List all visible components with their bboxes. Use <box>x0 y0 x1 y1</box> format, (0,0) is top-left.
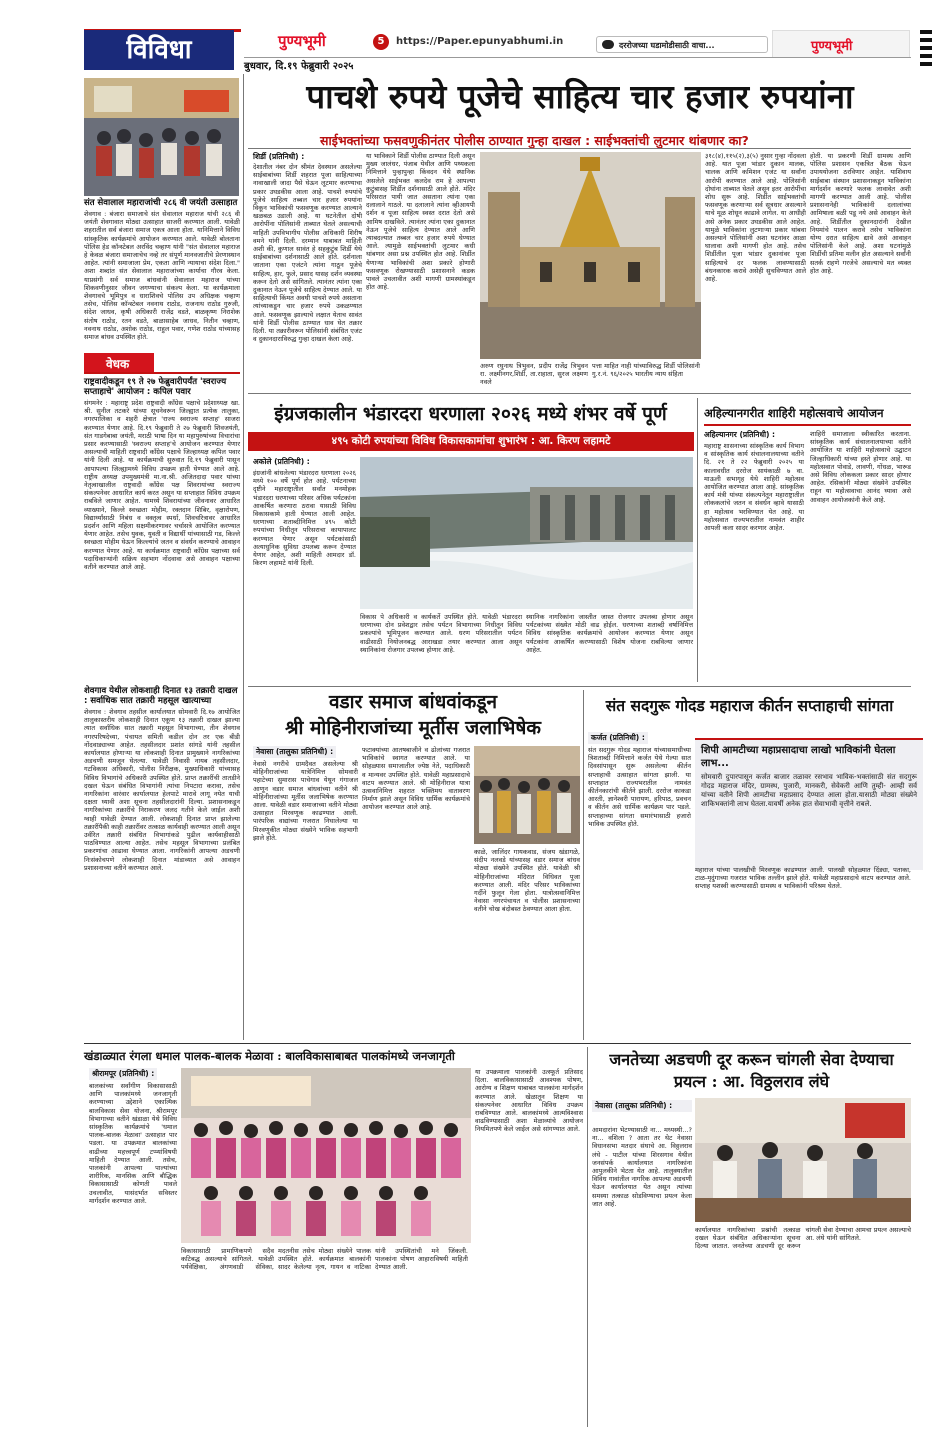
site-url: https://Paper.epunyabhumi.in <box>396 36 564 47</box>
dam-photo <box>360 457 693 609</box>
ticker-text: दररोजच्या घडामोडीसाठी वाचा... <box>619 41 715 50</box>
shirdi-col5: ३१८(४),११५(२),३(५) नुसार गुन्हा नोंदवला आहे. यात पूजा भांडार दुकान मालक, चालक आणि कमिशन एजंट या सर्वांना आरोपी करण्यात आले आहे. पोलिसांनी दोघांना ताब्यात घेतले असून इतर आरोपींचा शोध सुरू आहे. शिर्डीत साईभक्तांची फसवणूक करणाऱ्या सर्व सूत्रधार असल्याने याचे मूळ शोधून काढावे लागेल. या आधीही असे अनेक प्रकार उघडकीस आले आहेत. यामुळे भाविकांना लुटणाऱ्या प्रकार थांबवा असल्याने पोलिसांनी अशा घटनांवर आळा घालावा अशी मागणी होत आहे. तसेच शिर्डीतील पूजा भांडार दुकानांवर पूजा साहित्याचे दर फलक लावण्यासाठी बंधनकारक करावे असेही सुचविण्यात आले आहे. <box>705 152 806 284</box>
dam-right-rule <box>697 398 698 682</box>
langhe-col2: कार्यालयात नागरिकांच्या प्रश्नांची तत्काळ दखल घेऊन संबंधित अधिकाऱ्यांना सूचना दिल्या जातात. जनतेच्या अडचणी दूर करून चांगली सेवा देण्याचा आमचा प्रयत्न असल्याचे आ. लंघे यांनी सांगितले. <box>695 1226 911 1251</box>
kirtan-dateline: कर्जत (प्रतिनिधी) : <box>588 732 648 744</box>
shirdi-col6: होती. या प्रकरणी शिर्डी ग्रामस्थ आणि पोलिस प्रशासन एकत्रित बैठक घेऊन उपाययोजना ठरविणार आहेत. याशिवाय साईबाबा संस्थान प्रशासनाकडून भाविकांना मार्गदर्शन करणारे फलक लावावेत अशी मागणी करण्यात आली आहे. पोलीस प्रशासनानेही भाविकांनी दलालांच्या आमिषाला बळी पडू नये असे आवाहन केले आहे. शिर्डीतील दुकानदारांनी देखील नियमांचे पालन करावे तसेच भाविकांना योग्य दरात साहित्य द्यावे असे आवाहन पोलिसांनी केले आहे. अशा घटनांमुळे शिर्डीची प्रतिमा मलीन होत असल्याने सर्वांनी सतर्क राहणे गरजेचे असल्याचे मत व्यक्त होत आहे. <box>810 152 911 275</box>
ncp-body: संगमनेर : महाराष्ट्र प्रदेश राष्ट्रवादी काँग्रेस पक्षाचे प्रदेशाध्यक्ष खा. श्री. सुनील तटकरे यांच्या सूचनेवरून जिल्ह्यात प्रत्येक तालुका, नगरपालिका व शहरी क्षेत्रात 'राज्य स्वराज्य सप्ताह' साजरा करण्यात येणार आहे. दि.१९ फेब्रुवारी ते २७ फेब्रुवारी शिवजयंती, संत गाडगेबाबा जयंती, मराठी भाषा दिन या महापुरुषांच्या विचारांचा प्रसार करण्यासाठी 'स्वराज्य सप्ताह'चे आयोजन करण्यात येणार असल्याची माहिती राष्ट्रवादी काँग्रेस पक्षाचे जिल्हाध्यक्ष कपिल पवार यांनी दिली आहे. या कार्यक्रमाची सुरुवात दि.१९ फेब्रुवारी पासून आपापल्या जिल्ह्यामध्ये विविध उपक्रम हाती घेण्यात आले आहे. राष्ट्रीय अध्यक्ष उपमुख्यमंत्री मा.ना.श्री. अजितदादा पवार यांच्या नेतृत्वाखालील राष्ट्रवादी काँग्रेस पक्ष शिवरायांच्या स्वराज्य संकल्पनेवर आधारित कार्य करत असून या सप्ताहात विविध उपक्रम राबविले जाणार आहेत. यामध्ये शिवरायांच्या जीवनावर आधारित व्याख्याने, किल्ले स्वच्छता मोहीम, रक्तदान शिबिर, वृक्षारोपण, विद्यार्थ्यांसाठी निबंध व वक्तृत्व स्पर्धा, शिवचरित्रावर आधारित प्रदर्शन आणि महिला सक्षमीकरणावर चर्चासत्रे आयोजित करण्यात येणार आहेत. तसेच युवक, युवती व विद्यार्थी यांच्यासाठी गड, किल्ले स्वच्छता मोहीम घेऊन किल्ल्यांचे जतन व संवर्धन करण्याचे आवाहन करण्यात येणार आहे. या कार्यक्रमात राष्ट्रवादी काँग्रेस पक्षाच्या सर्व पदाधिकाऱ्यांनी सक्रिय सहभाग नोंदवावा असे आवाहन पक्षाच्या वतीने करण्यात आले आहे. <box>84 399 240 572</box>
brand-logo-right: पुण्यभूमी <box>772 30 910 58</box>
kirtan-col1: संत सदगुरू गोदड महाराज यांच्यासमाधीच्या त्रिशताब्दी निमित्ताने कर्जत येथे गेल्या सात दिवसांपासून सुरू असलेल्या कीर्तन सप्ताहाची उत्साहात सांगता झाली. या सप्ताहात राज्यभरातील नामवंत कीर्तनकारांची कीर्तने झाली. दररोज काकडा आरती, ज्ञानेश्वरी पारायण, हरिपाठ, प्रवचन व कीर्तन असे धार्मिक कार्यक्रम पार पडले. सप्ताहाच्या सांगता समारंभासाठी हजारो भाविक उपस्थित होते. <box>588 746 691 828</box>
shirdi-dateline: शिर्डी (प्रतिनिधी) : <box>253 152 305 161</box>
masthead <box>0 0 945 72</box>
sevalal-body: शेवगाव : बंजारा समाजाचे संत सेवालाल महाराज यांची २८६ वी जयंती शेवगावात मोठ्या उत्साहात साजरी करण्यात आली. यावेळी शहरातील सर्व बंजारा समाज एकत्र आला होता. यानिमित्ताने विविध सांस्कृतिक कार्यक्रमांचे आयोजन करण्यात आले. यावेळी बोलताना पोलिस हेड कॉन्स्टेबल अरविंद चव्हाण यांनी "संत सेवालाल महाराज हे केवळ बंजारा समाजाचेच नव्हे तर संपूर्ण मानवजातीचे प्रेरणास्थान आहेत. त्यांनी समाजाला प्रेम, एकता आणि न्यायाचा संदेश दिला." अशा शब्दांत संत सेवालाल महाराजांच्या कार्याचा गौरव केला. याप्रसंगी सर्व समाज बांधवांनी सेवालाल महाराज यांच्या शिकवणीनुसार जीवन जगण्याचा संकल्प केला. या कार्यक्रमाला शेवगावचे भूमिपुत्र व धाराशिवचे पोलिस उप अधिक्षक चव्हाण तसेच, पोलिस कॉन्स्टेबल नवनाथ राठोड, राजनाथ राठोड गुरुजी, संदेश जाधव, कृषी अधिकारी राजेंद्र वडते, बाळकृष्ण निराशेक संतोष राठोड, रतन वडते, बाळासाहेब जाधव, नितीन चव्हाण, नवनाथ राठोड, अशोक राठोड, राहुल पवार, गणेश राठोड यांच्यासह समाज बांधव उपस्थित होते. <box>84 210 240 342</box>
shirdi-bottom-rule <box>248 393 911 394</box>
festival-headline: अहिल्यानगरीत शाहिरी महोत्सवाचे आयोजन <box>704 406 884 420</box>
shirdi-col4: पत्ता माहित नाही यांच्याविरुद्ध शिर्डी पोलिसांनी गु.र.नं. ९६/२०२५ भारतीय न्याय संहिता <box>592 362 700 379</box>
shirdi-top-rule <box>248 148 911 149</box>
kids-col3: या उपक्रमाला पालकांनी उत्स्फूर्त प्रतिसाद दिला. बालविकासासाठी आवश्यक पोषण, आरोग्य व शिक्षण याबाबत पालकांना मार्गदर्शन करण्यात आले. खेळातून शिक्षण या संकल्पनेवर आधारित विविध उपक्रम राबविण्यात आले. बालकांमध्ये आत्मविश्वास वाढविण्यासाठी अशा मेळाव्यांचे आयोजन नियमितपणे केले जाईल असे सांगण्यात आले. <box>475 1068 583 1134</box>
shirdi-col3: अरुण रघुनाथ त्रिभुवन, प्रदीप राजेंद्र त्रिभुवन रा. लक्ष्मीनगर,शिर्डी, ता.राहाता, सुरज लक्ष्मण नवले <box>480 362 588 387</box>
festival-rule <box>704 424 911 426</box>
vadar-dateline: नेवासा (तालुका प्रतिनिधी) : <box>253 746 336 758</box>
kirtan-box-title: शिपी आमटीच्या महाप्रसादाचा लाखो भाविकांनी घेतला लाभ... <box>701 745 896 769</box>
festival-col1: महाराष्ट्र शासनाच्या सांस्कृतिक कार्य विभाग व सांस्कृतिक कार्य संचालनालयाच्या वतीने दि. २१ ते २२ फेब्रुवारी २०२५ या कालावधीत दररोज सायंकाळी ७ वा. माऊली सभागृह येथे शाहिरी महोत्सव आयोजित करण्यात आला आहे. सांस्कृतिक कार्य मंत्री यांच्या संकल्पनेतून महाराष्ट्रातील लोककलांचे जतन व संवर्धन व्हावे यासाठी हा महोत्सव भरविण्यात येत आहे. या महोत्सवात राज्यभरातील नामवंत शाहीर आपली कला सादर करणार आहेत. <box>704 442 804 533</box>
kirtan-highlight-box <box>695 738 923 870</box>
masthead-rule <box>244 57 911 58</box>
dam-subhead-bar <box>248 432 694 451</box>
kids-headline: खंडाळ्यात रंगला धमाल पालक-बालक मेळावा : बालविकासाबाबत पालकांमध्ये जनजागृती <box>84 1049 455 1063</box>
dam-headline: इंग्रजकालीन भंडारदरा धरणाला २०२६ मध्ये शंभर वर्षे पूर्ण <box>274 403 667 425</box>
section-title: विविधा <box>84 30 234 70</box>
left-col-rule <box>243 74 244 1040</box>
lokshahi-title: शेवगाव येथील लोकशाही दिनात १३ तक्रारी दाखल : सर्वाधिक सात तक्रारी महसूल खात्याच्या <box>84 686 238 706</box>
ticker-icon <box>602 40 614 49</box>
office-meeting-image <box>695 1098 911 1222</box>
lower-rule <box>84 1043 911 1044</box>
dam-subhead: ४९५ कोटी रुपयांच्या विविध विकासकामांचा शुभारंभ : आ. किरण लहामटे <box>331 435 611 447</box>
kids-photo <box>181 1068 471 1243</box>
kids-col1: बालकांच्या सर्वांगीण विकासासाठी आणि पालकांमध्ये जनजागृती करण्याच्या उद्देशाने एकात्मिक बालविकास सेवा योजना, श्रीरामपूर विभागाच्या वतीने खंडाळा येथे विविध सांस्कृतिक कार्यक्रमांचे 'धमाल पालक-बालक मेळावा' उत्साहात पार पडला. या उपक्रमात बालकांच्या वाढीच्या महत्त्वपूर्ण टप्प्यांविषयी माहिती देण्यात आली. तसेच, पालकांनी आपल्या पाल्यांच्या शारीरिक, मानसिक आणि बौद्धिक विकासासाठी कोणती पावले उचलावीत, यासंदर्भात सविस्तर मार्गदर्शन करण्यात आले. <box>89 1082 177 1205</box>
shirdi-col1: देशातील नंबर दोन श्रीमंत देवस्थान असलेल्या साईबाबांच्या शिर्डी शहरात पूजा साहित्याच्या नावाखाली जादा पैसे घेऊन लूटमार करण्याचा प्रकार उघडकीस आला आहे. पाचशे रुपयांचे पूजेचे साहित्य तब्बल चार हजार रुपयांना विकून भाविकांची फसवणूक करण्यात आल्याने खळबळ उडाली आहे. या घटनेतील दोषी आरोपींना पोलिसांनी ताब्यात घेतले असल्याची माहिती उपविभागीय पोलीस अधिकारी शिरीष वमने यांनी दिली. दरम्यान याबाबत माहिती अशी की, कुणाल सावंत हे सहकुटुंब शिर्डी येथे साईबाबांच्या दर्शनासाठी आले होते. दर्शनाला जाताना एका एजंटने त्यांना गाठून पूजेचे साहित्य, हार, फुले, प्रसाद यासह दर्शन व्यवस्था करून देतो असे सांगितले. त्यानंतर त्यांना एका दुकानात नेऊन पूजेचे साहित्य देण्यात आले. या साहित्याची किंमत अवघी पाचशे रुपये असताना त्यांच्याकडून चार हजार रुपये उकळण्यात आले. फसवणूक झाल्याचे लक्षात येताच सावंत यांनी शिर्डी पोलीस ठाण्यात धाव घेत तक्रार दिली. या तक्रारीवरून पोलिसांनी संबंधित एजंट व दुकानदाराविरुद्ध गुन्हा दाखल केला आहे. <box>253 163 362 344</box>
ticker-box <box>596 36 768 53</box>
langhe-photo <box>695 1098 911 1222</box>
sai-temple-photo <box>480 152 701 359</box>
sevalal-title: संत सेवालाल महाराजांची २८६ वी जयंती उत्साहात <box>84 198 238 208</box>
festival-col2: शाहिरी समाजाला स्वीकारित करताना. सांस्कृतिक कार्य संचालनालयाच्या वतीने आयोजित या शाहिरी महोत्सवाचे उद्घाटन जिल्हाधिकारी यांच्या हस्ते होणार आहे. या महोत्सवात पोवाडे, लावणी, गोंधळ, भारूड असे विविध लोककला प्रकार सादर होणार आहेत. रसिकांनी मोठ्या संख्येने उपस्थित राहून या महोत्सवाचा आनंद घ्यावा असे आवाहन आयोजकांनी केले आहे. <box>810 430 911 504</box>
kirtan-headline: संत सदगुरू गोदड महाराज कीर्तन सप्ताहाची सांगता <box>605 696 894 715</box>
vadar-col2: फटाक्यांच्या आतषबाजीने व ढोलांच्या गजरात भाविकांचे स्वागत करण्यात आले. या सोहळ्यास समाजातील ज्येष्ठ नेते, पदाधिकारी व मान्यवर उपस्थित होते. यावेळी महाप्रसादाचे वाटप करण्यात आले. श्री मोहिनीराज यात्रा उत्सवानिमित्त शहरात भक्तिमय वातावरण निर्माण झाले असून विविध धार्मिक कार्यक्रमांचे आयोजन करण्यात आले आहे. <box>362 746 470 812</box>
dam-col2: विकास पे अधिकारी व कार्यकर्ते उपस्थित होते. यावेळी भंडारदरा धरणाच्या दोन प्रवेशद्वार तसेच पर्यटन विभागाच्या निधीतून विविध प्रकल्पांचे भूमिपूजन करण्यात आले. धरण परिसरातील पर्यटन वाढीसाठी नियोजनबद्ध आराखडा तयार करण्यात आला असून स्थानिकांना रोजगार उपलब्ध होणार आहे. <box>360 613 522 654</box>
shirdi-headline: पाचशे रुपये पूजेचे साहित्य चार हजार रुपयांना <box>306 77 854 116</box>
crowd-image <box>84 78 239 196</box>
vedhak-rule <box>84 372 240 374</box>
kids-right-rule <box>587 1047 588 1427</box>
dam-image <box>360 457 693 609</box>
dam-col1: इंग्रजांनी बांधलेल्या भंडारदरा धरणाला २०२६ मध्ये १०० वर्षे पूर्ण होत आहे. पर्यटनाच्या दृष्टीने महाराष्ट्रातील सर्वांत मनमोहक भंडारदरा धरणाच्या परिसर अधिक पर्यटकांना आकर्षित करणारा ठरावा यासाठी विविध विकासकामे हाती घेण्यात आली आहेत. धरणाच्या शताब्दीनिमित्त ४९५ कोटी रुपयांच्या निधीतून परिसराचा कायापालट करण्यात येणार असून पर्यटकांसाठी अत्याधुनिक सुविधा उपलब्ध करून देण्यात येणार आहेत, अशी माहिती आमदार डॉ. किरण लहामटे यांनी दिली. <box>253 469 356 568</box>
lokshahi-body: शेवगाव : शेवगाव तहसील कार्यालयात सोमवारी दि.१७ आयोजित तालुकास्तरीय लोकशाही दिनात एकूण १३ तक्रारी दाखल झाल्या त्यात सर्वाधिक सात तक्रारी महसूल विभागाच्या, तीन शेवगाव नगरपरिषदेच्या, पंचायत समिती कडील दोन तर एक बीडी नोंदवाड्याच्या आहेत. तहसीलदार प्रशांत सांगडे यांनी तहसील कार्यालयात होणाऱ्या या लोकशाही दिनात प्रामुख्याने नागरिकांच्या अडचणी समजून घेतल्या. यावेळी निवासी नायब तहसीलदार, गटविकास अधिकारी, पोलीस निरीक्षक, मुख्याधिकारी यांच्यासह विविध विभागांचे अधिकारी उपस्थित होते. प्राप्त तक्रारींची तातडीने दखल घेऊन संबंधित विभागांनी त्यांचा निपटारा करावा, तसेच नागरिकांना वारंवार कार्यालयात हेलपाटे मारावे लागू नयेत याची दक्षता घ्यावी अशा सूचना तहसीलदारांनी दिल्या. प्रशासनाकडून नागरिकांच्या तक्रारींचे निराकरण जलद गतीने केले जाईल अशी ग्वाही यावेळी देण्यात आली. लोकशाही दिनात प्राप्त झालेल्या तक्रारींपैकी काही तक्रारींवर तत्काळ कार्यवाही करण्यात आली असून उर्वरित तक्रारी संबंधित विभागांकडे पुढील कार्यवाहीसाठी पाठविण्यात आल्या आहेत. तसेच महसूल विभागाच्या प्रलंबित प्रकरणांचा आढावा घेण्यात आला. नागरिकांनी आपल्या अडचणी निःसंकोचपणे लोकशाही दिनात मांडाव्यात असे आवाहन प्रशासनाच्या वतीने करण्यात आले. <box>84 708 240 872</box>
group-photo-image <box>181 1068 471 1243</box>
page-number-badge: 5 <box>373 34 389 50</box>
vadar-photo <box>474 746 580 844</box>
kids-dateline: श्रीरामपूर (प्रतिनिधी) : <box>89 1068 157 1080</box>
brand-logo: पुण्यभूमी <box>278 32 326 50</box>
mid-rule <box>248 686 911 687</box>
vedhak-label: वेधक <box>84 353 154 372</box>
langhe-col1: आमदारांना भेटण्यासाठी ना... मध्यस्थी...? ना... वशिला ? आता तर थेट नेवासा विधानसभा मतदार संघाचे आ. विठ्ठलराव लंघे - पाटील यांच्या शिरसगाव येथील जनसंपर्क कार्यालयात नागरिकांना आपुलकीने भेटता येत आहे. तालुक्यातील विविध गावांतील नागरिक आपल्या अडचणी घेऊन कार्यालयात येत असून त्यांच्या समस्या तत्काळ सोडविण्याचा प्रयत्न केला जात आहे. <box>592 1126 692 1208</box>
shirdi-col2: या भाविकाने शिर्डी पोलीस ठाण्यात दिली असून मुख्य जालंधर, पंजाब येथील आणि पथ्यकला निमित्ताने पुन्हापुन्हा किंवदन येथे स्थानिक असलेले साईभक्त कलदेव राम हे आपल्या कुटुंबासह शिर्डीत दर्शनासाठी आले होते. मंदिर परिसरात पायी जात असताना त्यांना एका दलालाने गाठले. या दलालाने त्यांना व्हीआयपी दर्शन व पूजा साहित्य स्वस्त दरात देतो असे आमिष दाखविले. त्यानंतर त्यांना एका दुकानात नेऊन पूजेचे साहित्य देण्यात आले आणि त्याबदल्यात तब्बल चार हजार रुपये घेण्यात आले. त्यामुळे साईभक्तांची लुटमार कधी थांबणार असा प्रश्न उपस्थित होत आहे. शिर्डीत येणाऱ्या भाविकांची अशा प्रकारे होणारी फसवणूक रोखण्यासाठी प्रशासनाने कडक पावले उचलावीत अशी मागणी ग्रामस्थांकडून होत आहे. <box>366 152 475 292</box>
registration-mark-top <box>920 30 932 70</box>
date-line: बुधवार, दि.१९ फेब्रुवारी २०२५ <box>244 61 354 72</box>
vadar-headline-2: श्री मोहिनीराजांच्या मूर्तीस जलाभिषेक <box>285 717 541 739</box>
temple-image <box>480 152 701 359</box>
vadar-right-rule <box>583 690 584 1040</box>
festival-dateline: अहिल्यानगर (प्रतिनिधी) : <box>704 430 776 439</box>
kids-col2: विकासासाठी प्रामाणिकपणे सदैव कटिबद्ध असल्याचे सांगितले. यावेळी पर्यवेक्षिका, अंगणवाडी सेविका, मदतनीस तसेच मोठ्या संख्येने पालक उपस्थित होते. कार्यक्रमात बालकांनी सादर केलेल्या नृत्य, गायन व नाटिका यांनी उपस्थितांची मने जिंकली. पालकांना पोषण आहाराविषयी माहिती देण्यात आली. <box>181 1247 468 1272</box>
dam-dateline: अकोले (प्रतिनिधी) : <box>253 457 310 466</box>
kirtan-box-body: सोमवारी दुपारपासून कर्जत बाजार तळावर रसभाव भाविक-भक्तांसाठी संत सदगुरू गोदड महाराज मंदिर, ग्रामस्थ, पुजारी, मानकरी, सेवेकरी आणि तुम्ही- आम्ही सर्व यांच्या वतीने शिपी आमटीचा महाप्रसाद देण्यात आला होता.यासाठी मोठ्या संख्येने शाकिभक्तांनी लाभ घेतला.यावर्षी अनेक हात सेवाभावी वृत्तीने राबले. <box>701 773 917 808</box>
kirtan-col2: महाराज यांच्या पालखीची मिरवणूक काढण्यात आली. पालखी सोहळ्यात दिंड्या, पताका, टाळ-मृदुंगाच्या गजरात भाविक तल्लीन झाले होते. यावेळी महाप्रसादाचे वाटप करण्यात आले. सप्ताह यशस्वी करण्यासाठी ग्रामस्थ व भाविकांनी परिश्रम घेतले. <box>695 866 911 891</box>
vadar-col3: काळे, जालिंदर गायकवाड, संजय खंडागळे, संदीप नलवडे यांच्यासह वडार समाज बांधव मोठ्या संख्येने उपस्थित होते. यावेळी श्री मोहिनीराजांच्या मंदिरात विधिवत पूजा करण्यात आली. मंदिर परिसर भाविकांच्या गर्दीने फुलून गेला होता. यात्रोत्सवानिमित्त नेवासा नगरपंचायत व पोलीस प्रशासनाच्या वतीने चोख बंदोबस्त ठेवण्यात आला होता. <box>474 848 580 914</box>
procession-image <box>474 746 580 844</box>
vadar-headline-1: वडार समाज बांधवांकडून <box>328 691 498 713</box>
langhe-headline: जनतेच्या अडचणी दूर करून चांगली सेवा देण्याचा प्रयत्न : आ. विठ्ठलराव लंघे <box>609 1050 894 1091</box>
langhe-dateline: नेवासा (तालुका प्रतिनिधी) : <box>592 1100 692 1112</box>
sevalal-photo <box>84 78 239 196</box>
shirdi-subhead: साईभक्तांच्या फसवणुकीनंतर पोलीस ठाण्यात गुन्हा दाखल : साईभक्तांची लुटमार थांबणार का? <box>320 133 749 148</box>
vadar-col1: नेवासे नगरीचे ग्रामदैवत असलेल्या श्री मोहिनीराजांच्या यात्रेनिमित्त सोमवारी पहाटेच्या सुमारास पाचेगाव येथून गंगाजल आणून वडार समाज बांधवांच्या वतीने श्री मोहिनीराजांच्या मूर्तीस जलाभिषेक करण्यात आला. यावेळी वडार समाजाच्या वतीने मोठ्या उत्साहात मिरवणूक काढण्यात आली. पारंपरिक वाद्यांच्या गजरात निघालेल्या या मिरवणुकीत मोठ्या संख्येने भाविक सहभागी झाले होते. <box>253 760 358 842</box>
dam-col3: स्थानिक नागरिकांना जास्तीत जास्त रोजगार उपलब्ध होणार असून पर्यटकांच्या संख्येत मोठी वाढ होईल. धरणाच्या शताब्दी वर्षानिमित्त विविध सांस्कृतिक कार्यक्रमांचे आयोजन करण्यात येणार असून पर्यटकांना आकर्षित करण्यासाठी विशेष योजना राबविल्या जाणार आहेत. <box>526 613 693 654</box>
ncp-title: राष्ट्रवादीकडून १९ ते २७ फेब्रुवारीपर्यंत 'स्वराज्य सप्ताहाचे' आयोजन : कपिल पवार <box>84 377 227 397</box>
